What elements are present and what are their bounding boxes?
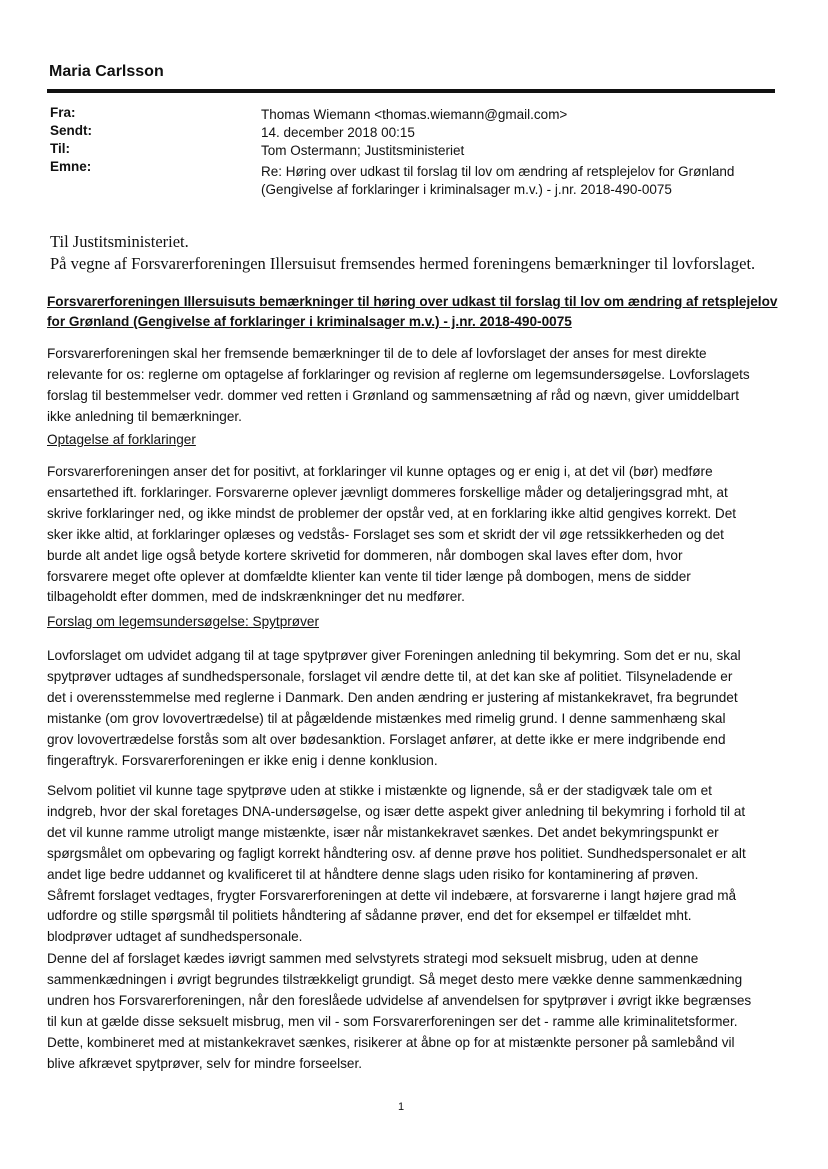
sender-name: Maria Carlsson (49, 63, 164, 80)
paragraph-line: fingeraftryk. Forsvarerforeningen er ikke enig i denne konklusion. (47, 752, 438, 768)
to-label: Til: (50, 141, 70, 156)
subject-line-2: (Gengivelse af forklaringer i kriminalsager m.v.) - j.nr. 2018-490-0075 (261, 182, 672, 197)
paragraph-line: indgreb, hvor der skal foretages DNA-undersøgelse, og især dette aspekt giver anledning til bekymring i forhold til at (47, 803, 746, 819)
paragraph-line: relevante for os: reglerne om optagelse af forklaringer og revision af reglerne om legemsundersøgelse. Lovforslagets (47, 366, 750, 382)
paragraph-line: Lovforslaget om udvidet adgang til at tage spytprøver giver Foreningen anledning til bekymring. Som det er nu, skal (47, 648, 741, 663)
paragraph-4 (47, 781, 782, 948)
paragraph-line: sammenkædningen i øvrigt begrundes tilstrækkeligt grundigt. Så meget desto mere vække denne sammenkædning (47, 971, 743, 987)
greeting: Til Justitsministeriet. (50, 232, 189, 251)
paragraph-line: ikke anledning til bemærkninger. (47, 408, 242, 424)
paragraph-1 (47, 344, 782, 428)
sent-label: Sendt: (50, 123, 92, 138)
subject-line-1: Re: Høring over udkast til forslag til lov om ændring af retsplejelov for Grønland (261, 164, 735, 179)
paragraph-5 (47, 949, 782, 1074)
subject-label: Emne: (50, 159, 92, 174)
paragraph-line: Forsvarerforeningen anser det for positivt, at forklaringer vil kunne optages og er enig i, at det vil (bør) medføre (47, 464, 713, 479)
document-title-line: for Grønland (Gengivelse af forklaringer i kriminalsager m.v.) - j.nr. 2018-490-0075 (47, 314, 572, 329)
sent-value: 14. december 2018 00:15 (261, 125, 415, 140)
header-rule (47, 89, 775, 93)
paragraph-line: sker ikke altid, at forklaringer oplæses og vedstås- Forslaget ses som et skridt der vil øge retssikkerheden og det (47, 526, 724, 542)
paragraph-line: udfordre og stille spørgsmål til politiets håndtering af sådanne prøver, end det for eksempel er tilfældet mht. (47, 908, 692, 924)
from-value: Thomas Wiemann <thomas.wiemann@gmail.com> (261, 107, 568, 122)
paragraph-line: ensartethed ift. forklaringer. Forsvarerne oplever jævnligt dommeres forskellige måder og detaljeringsgrad mht, at (47, 484, 728, 500)
from-label: Fra: (50, 105, 76, 120)
paragraph-line: forsvarere meget ofte oplever at domfældte klienter kan vente til tider længe på dombogen, mens de sidder (47, 568, 691, 584)
paragraph-line: spytprøver udtages af sundhedspersonale, forslaget vil ændre dette til, at det kan ske af politiet. Tilsyneladende er (47, 668, 733, 684)
to-value: Tom Ostermann; Justitsministeriet (261, 143, 465, 158)
paragraph-line: undren hos Forsvarerforeningen, når den foreslåede udvidelse af anvendelsen for spytprøver i øvrigt ikke begrænses (47, 992, 752, 1008)
paragraph-line: blive afkrævet spytprøver, selv for mindre forseelser. (47, 1055, 363, 1071)
paragraph-line: Såfremt forslaget vedtages, frygter Forsvarerforeningen at dette vil indebære, at forsvarerne i langt højere grad må (47, 887, 737, 903)
paragraph-line: skrive forklaringer ned, og ikke mindst de problemer der opstår ved, at en forklaring ikke altid gengives korrekt. Det (47, 505, 737, 521)
paragraph-line: Selvom politiet vil kunne tage spytprøve uden at stikke i mistænkte og lignende, så er der stadigvæk tale om et (47, 783, 712, 798)
paragraph-line: Forsvarerforeningen skal her fremsende bemærkninger til de to dele af lovforslaget der anses for mest direkte (47, 346, 707, 361)
paragraph-line: til kun at gælde disse seksuelt misbrug, men vil - som Forsvarerforeningen ser det - ramme alle kriminalitetsformer. (47, 1013, 738, 1029)
paragraph-line: andet lige bedre uddannet og kvalificeret til at håndtere denne slags uden risiko for kontaminering af prøven. (47, 866, 699, 882)
section-heading-optagelse: Optagelse af forklaringer (47, 432, 196, 447)
page-number: 1 (398, 1101, 405, 1113)
document-title (47, 292, 782, 332)
paragraph-line: mistanke (om grov lovovertrædelse) til at pågældende mistænkes med rimelig grund. I denne sammenhæng skal (47, 710, 726, 726)
section-heading-spytproever: Forslag om legemsundersøgelse: Spytprøver (47, 614, 319, 629)
paragraph-line: Dette, kombineret med at mistankekravet sænkes, risikerer at åbne op for at mistænkte personer på samlebånd vil (47, 1034, 735, 1050)
paragraph-line: spørgsmålet om opbevaring og fagligt korrekt håndtering osv. af denne prøve hos politiet. Sundhedspersonalet er alt (47, 845, 746, 861)
paragraph-3 (47, 646, 782, 771)
paragraph-line: burde alt andet lige også betyde kortere skrivetid for dommeren, når dombogen skal laves efter dom, hvor (47, 547, 683, 563)
paragraph-line: det vil kunne ramme utroligt mange mistænkte, især når mistankekravet sænkes. Det andet bekymringspunkt er (47, 824, 719, 840)
paragraph-line: blodprøver udtaget af sundhedspersonale. (47, 929, 303, 945)
paragraph-line: Denne del af forslaget kædes iøvrigt sammen med selvstyrets strategi mod seksuelt misbrug, uden at denne (47, 951, 699, 966)
intro: På vegne af Forsvarerforeningen Illersuisut fremsendes hermed foreningens bemærkninger til lovforslaget. (50, 254, 756, 273)
paragraph-line: det i overensstemmelse med reglerne i Danmark. Den anden ændring er justering af mistankekravet, fra begrundet (47, 689, 738, 705)
paragraph-line: forslag til bestemmelser vedr. dommer ved retten i Grønland og sammensætning af råd og nævn, giver umiddelbart (47, 387, 740, 403)
paragraph-2 (47, 462, 782, 608)
paragraph-line: grov lovovertrædelse forstås som alt over bødesanktion. Forslaget anfører, at dette ikke er mere indgribende end (47, 731, 726, 747)
paragraph-line: tilbageholdt efter dommen, med de indskrænkninger det nu medfører. (47, 589, 465, 605)
document-title-line: Forsvarerforeningen Illersuisuts bemærkninger til høring over udkast til forslag til lov om ændring af retsplejelov (47, 294, 778, 309)
